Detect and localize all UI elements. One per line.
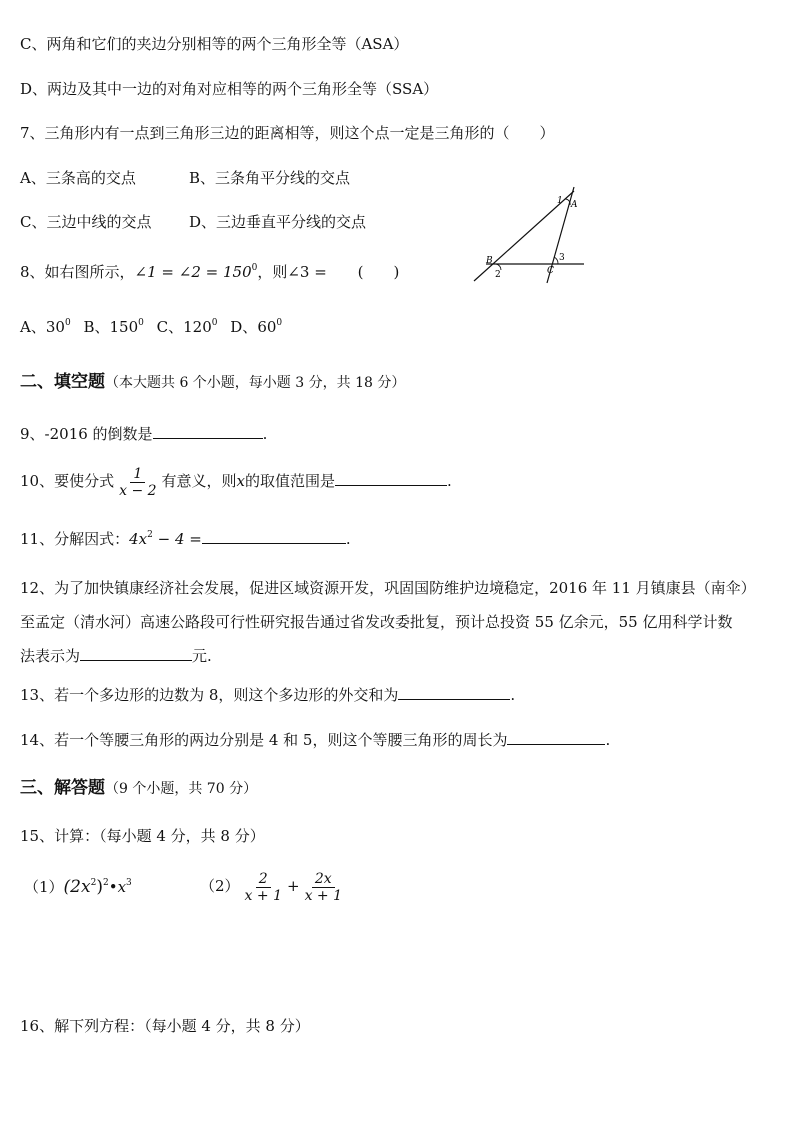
q15-part-1-x: x [117, 878, 127, 896]
q15-part-1-inner-exp: 2 [90, 878, 97, 888]
q7-option-d: D、三边垂直平分线的交点 [189, 213, 367, 231]
q13-end: . [510, 686, 516, 704]
q12-line-3-prefix: 法表示为 [20, 647, 81, 665]
q8-option-a-letter: A、 [20, 318, 46, 336]
q8-option-b-letter: B、 [83, 318, 110, 336]
q15-part-2-fraction-2 [302, 871, 345, 904]
q8-angle-equation: ∠1 = ∠2 = 150 [134, 263, 252, 281]
q10-end: . [447, 472, 452, 490]
q8-stem [20, 262, 399, 282]
q11 [20, 527, 351, 549]
q8-figure-label-c: C [547, 266, 554, 276]
q8-option-b-degree: 0 [138, 318, 144, 328]
q7-stem: 7、三角形内有一点到三角形三边的距离相等，则这个点一定是三角形的（ ） [20, 124, 555, 142]
q14-text: 14、若一个等腰三角形的两边分别是 4 和 5，则这个等腰三角形的周长为 [20, 731, 508, 749]
q10-fraction-denominator: x − 2 [119, 482, 157, 499]
q8-degree: 0 [251, 263, 258, 273]
q10-fraction [116, 466, 159, 499]
q11-prefix: 11、分解因式： [20, 530, 130, 548]
q9-text: 9、-2016 的倒数是 [20, 425, 153, 443]
section-3-title: 三、解答题 [20, 778, 105, 798]
q15-part-2-fraction-2-numerator: 2x [312, 871, 335, 888]
q12 [20, 571, 780, 673]
q15-stem: 15、计算：（每小题 4 分，共 8 分） [20, 827, 265, 845]
q8-option-d-letter: D、 [230, 318, 258, 336]
q10-fraction-numerator: 1 [130, 466, 145, 483]
q8-option-d-value: 60 [257, 318, 277, 336]
q15-part-2 [200, 866, 347, 906]
q15-part-1-outer-exp: 2 [102, 878, 109, 888]
q11-exponent: 2 [147, 530, 153, 540]
q11-answer-blank[interactable] [202, 527, 346, 544]
q14-answer-blank[interactable] [507, 728, 605, 745]
q14 [20, 728, 610, 750]
q14-end: . [605, 731, 611, 749]
q8-figure-label-a: A [571, 200, 578, 210]
q6-option-d: D、两边及其中一边的对角对应相等的两个三角形全等（SSA） [20, 80, 439, 98]
q9-answer-blank[interactable] [153, 422, 263, 439]
q10-suffix: 有意义，则 [161, 472, 237, 490]
q15-part-2-plus: + [286, 877, 300, 895]
q16-stem: 16、解下列方程：（每小题 4 分，共 8 分） [20, 1017, 310, 1035]
q9 [20, 422, 267, 444]
q12-line-3-end: 元. [192, 647, 212, 665]
q15-part-1-label: （1） [24, 878, 64, 896]
q15-part-2-fraction-1-numerator: 2 [256, 871, 271, 888]
q10 [20, 464, 452, 499]
q10-prefix: 10、要使分式 [20, 472, 115, 490]
q8-figure-label-1: 1 [557, 196, 563, 206]
q12-line-1: 12、为了加快镇康经济社会发展，促进区域资源开发，巩固国防维护边境稳定，2016 年 11 月镇康县（南伞） [20, 579, 756, 597]
q8-figure-label-2: 2 [495, 270, 501, 280]
q8-figure [468, 183, 592, 285]
q7-option-c: C、三边中线的交点 [20, 213, 152, 231]
q8-option-b-value: 150 [109, 318, 139, 336]
q8-option-d-degree: 0 [276, 318, 283, 328]
q15-part-1-dot: • [108, 878, 118, 896]
q8-options [20, 317, 282, 337]
q8-option-a-degree: 0 [64, 318, 71, 328]
q15-part-1 [24, 868, 132, 906]
q8-figure-label-b: B [486, 256, 493, 266]
q8-option-c-degree: 0 [211, 318, 218, 328]
section-2-note: （本大题共 6 个小题，每小题 3 分，共 18 分） [105, 375, 406, 391]
q12-line-3 [20, 639, 780, 673]
section-2-title: 二、填空题 [20, 372, 105, 392]
q8-figure-label-3: 3 [559, 253, 565, 263]
q10-suffix-2: 的取值范围是 [245, 472, 336, 490]
q11-expr-b: − 4 = [152, 530, 202, 548]
section-2-heading [20, 372, 405, 393]
q11-end: . [345, 530, 351, 548]
q12-line-2: 至孟定（清水河）高速公路段可行性研究报告通过省发改委批复，预计总投资 55 亿余元，55 亿用科学计数 [20, 613, 733, 631]
q8-option-c-value: 120 [183, 318, 212, 336]
q15-part-2-fraction-1-denominator: x + 1 [244, 887, 282, 904]
q9-end: . [262, 425, 268, 443]
section-3-heading [20, 778, 257, 799]
q8-stem-suffix: ，则∠3 = [257, 263, 327, 281]
q15-part-1-x-exp: 3 [126, 878, 132, 888]
q8-option-c-letter: C、 [156, 318, 184, 336]
q8-stem-prefix: 8、如右图所示， [20, 263, 135, 281]
q15-part-1-close: ) [96, 877, 103, 897]
q8-answer-paren: ( ) [357, 263, 400, 281]
q13-answer-blank[interactable] [398, 683, 510, 700]
q13 [20, 683, 515, 705]
q15-part-2-fraction-1 [242, 871, 285, 904]
q10-answer-blank[interactable] [335, 469, 447, 486]
q15-part-1-open: (2x [63, 877, 91, 897]
q7-option-b: B、三条角平分线的交点 [189, 169, 351, 187]
q7-option-a: A、三条高的交点 [20, 169, 136, 187]
q6-option-c: C、两角和它们的夹边分别相等的两个三角形全等（ASA） [20, 35, 409, 53]
q15-part-2-label: （2） [200, 877, 240, 895]
q15-part-2-fraction-2-denominator: x + 1 [304, 887, 342, 904]
q8-option-a-value: 30 [45, 318, 65, 336]
q10-variable: x [236, 472, 246, 490]
q13-text: 13、若一个多边形的边数为 8，则这个多边形的外交和为 [20, 686, 399, 704]
section-3-note: （9 个小题，共 70 分） [105, 781, 258, 797]
q11-expr-a: 4x [129, 530, 148, 548]
q12-answer-blank[interactable] [80, 644, 192, 661]
